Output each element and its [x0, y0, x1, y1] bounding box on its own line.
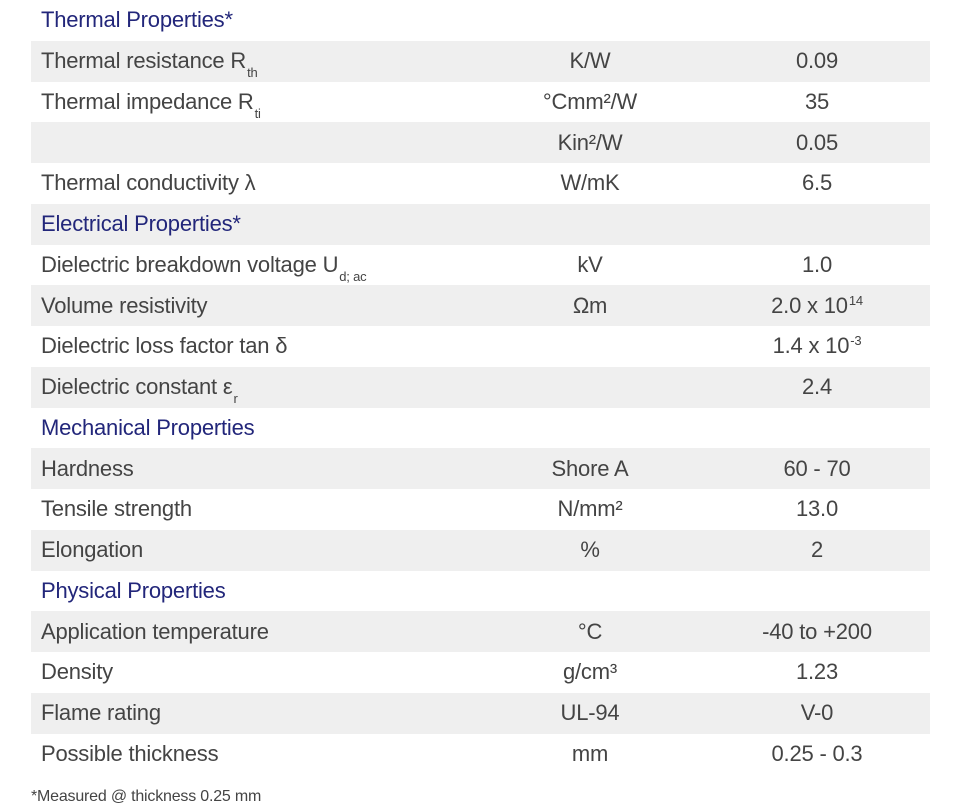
section-title: Thermal Properties*: [41, 7, 233, 33]
section-header-thermal: [31, 0, 930, 41]
property-value: 60 - 70: [783, 455, 851, 481]
table-row: [31, 326, 930, 367]
table-row: [31, 693, 930, 734]
table-row: [31, 448, 930, 489]
section-title: Mechanical Properties: [41, 414, 255, 440]
property-name: Tensile strength: [41, 496, 192, 522]
property-unit: UL-94: [560, 700, 620, 726]
property-value: 1.0: [802, 251, 832, 277]
property-name: Application temperature: [41, 618, 269, 644]
property-unit: K/W: [569, 48, 611, 74]
property-name: Thermal conductivity λ: [41, 170, 256, 196]
table-row: [31, 285, 930, 326]
table-row: [31, 163, 930, 204]
property-name: Possible thickness: [41, 740, 219, 766]
property-unit: N/mm²: [557, 496, 623, 522]
property-unit: Shore A: [551, 455, 629, 481]
property-name: Flame rating: [41, 700, 161, 726]
section-header-physical: [31, 571, 930, 612]
property-name: Hardness: [41, 455, 134, 481]
value-exponent: -3: [850, 333, 862, 349]
section-header-electrical: [31, 204, 930, 245]
property-name: Volume resistivity: [41, 292, 208, 318]
property-value: V-0: [800, 700, 834, 726]
property-subscript: r: [233, 391, 238, 407]
table-row: [31, 652, 930, 693]
property-unit: kV: [577, 251, 603, 277]
table-row: [31, 122, 930, 163]
property-unit: %: [580, 537, 600, 563]
property-unit: W/mK: [560, 170, 620, 196]
property-name: Thermal resistance $R_{th}$: [41, 48, 258, 81]
property-value: 2.4: [802, 374, 832, 400]
table-row: [31, 530, 930, 571]
table-row: [31, 611, 930, 652]
section-header-mechanical: [31, 408, 930, 449]
section-title: Electrical Properties*: [41, 211, 241, 237]
property-name: Density: [41, 659, 113, 685]
property-unit: Ωm: [572, 292, 608, 318]
property-unit: Kin²/W: [557, 129, 623, 155]
property-value: 1.23: [795, 659, 839, 685]
property-value: 6.5: [802, 170, 832, 196]
properties-table: [31, 0, 930, 774]
property-value: 0.25 - 0.3: [771, 740, 863, 766]
property-unit: °C: [577, 618, 603, 644]
property-name: Elongation: [41, 537, 143, 563]
property-subscript: th: [247, 65, 258, 81]
property-value: -40 to +200: [762, 618, 872, 644]
value-exponent: 14: [848, 292, 863, 308]
table-row: [31, 41, 930, 82]
property-value: 13.0: [795, 496, 839, 522]
property-name: Dielectric constant $\varepsilon_r$: [41, 374, 238, 407]
property-value: 2.0 x $10^{14}$: [771, 292, 863, 318]
property-value: 1.4 x $10^{-3}$: [772, 333, 862, 359]
property-value: 0.09: [795, 48, 839, 74]
table-row: [31, 82, 930, 123]
property-name: Dielectric breakdown voltage $U_{d; ac}$: [41, 251, 367, 284]
property-name: Dielectric loss factor tan δ: [41, 333, 288, 359]
property-subscript: ti: [254, 105, 261, 121]
footnote: *Measured @ thickness 0.25 mm: [31, 788, 262, 805]
table-row: [31, 245, 930, 286]
property-value: 35: [804, 88, 830, 114]
property-subscript: d; ac: [339, 268, 367, 284]
table-row: [31, 734, 930, 775]
property-unit: °Cmm²/W: [542, 88, 638, 114]
table-row: [31, 367, 930, 408]
property-unit: g/cm³: [562, 659, 617, 685]
section-title: Physical Properties: [41, 577, 226, 603]
table-row: [31, 489, 930, 530]
property-unit: mm: [571, 740, 609, 766]
property-name: Thermal impedance $R_{ti}$: [41, 88, 261, 121]
property-value: 2: [810, 537, 824, 563]
property-value: 0.05: [795, 129, 839, 155]
